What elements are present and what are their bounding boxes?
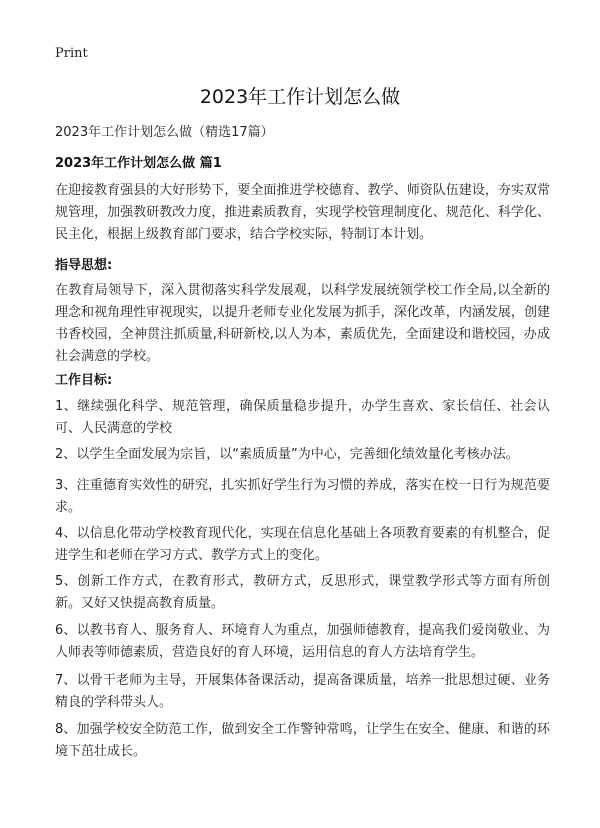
goal-item: 8、加强学校安全防范工作，做到安全工作警钟常鸣，让学生在安全、健康、和谐的环境下茁壮成长。 <box>55 722 550 759</box>
goal-item: 7、以骨干老师为主导，开展集体备课活动，提高备课质量，培养一批思想过硬、业务精良的学科带头人。 <box>55 673 550 710</box>
goal-item: 4、以信息化带动学校教育现代化，实现在信息化基础上各项教育要素的有机整合，促进学生和老师在学习方式、教学方式上的变化。 <box>55 526 550 563</box>
document-subtitle: 2023年工作计划怎么做（精选17篇） <box>55 125 274 140</box>
intro-paragraph: 在迎接教育强县的大好形势下，要全面推进学校德育、教学、师资队伍建设，夯实双常规管理，加强教研教改力度，推进素质教育，实现学校管理制度化、规范化、科学化、民主化，根据上级教育部门要求，结合学校实际，特制订本计划。 <box>55 183 550 242</box>
guiding-thought-label: 指导思想: <box>55 258 113 273</box>
goal-item: 2、以学生全面发展为宗旨，以“素质质量”为中心，完善细化绩效量化考核办法。 <box>55 447 519 462</box>
goal-item: 3、注重德育实效性的研究，扎实抓好学生行为习惯的养成，落实在校一日行为规范要求。 <box>55 478 550 515</box>
goal-item: 5、创新工作方式，在教育形式，教研方式，反思形式，课堂教学形式等方面有所创新。又好又快提高教育质量。 <box>55 574 550 611</box>
guiding-thought-paragraph: 在教育局领导下，深入贯彻落实科学发展观，以科学发展统领学校工作全局,以全新的理念和视角理性审视现实，以提升老师专业化发展为抓手，深化改革，内涵发展，创建书香校园，全神贯注抓质量,科研新校,以人为本，素质优先，全面建设和谐校园，办成社会满意的学校。 <box>55 283 550 364</box>
print-label[interactable]: Print <box>55 46 88 61</box>
document-title: 2023年工作计划怎么做 <box>199 86 401 108</box>
goal-item: 6、以教书育人、服务育人、环境育人为重点，加强师德教育，提高我们爱岗敬业、为人师表等师德素质，营造良好的育人环境，运用信息的育人方法培育学生。 <box>55 623 550 660</box>
work-goals-label: 工作目标: <box>55 373 113 388</box>
section-heading: 2023年工作计划怎么做 篇1 <box>55 156 222 171</box>
goal-item: 1、继续强化科学、规范管理，确保质量稳步提升，办学生喜欢、家长信任、社会认可、人民满意的学校 <box>55 399 550 436</box>
